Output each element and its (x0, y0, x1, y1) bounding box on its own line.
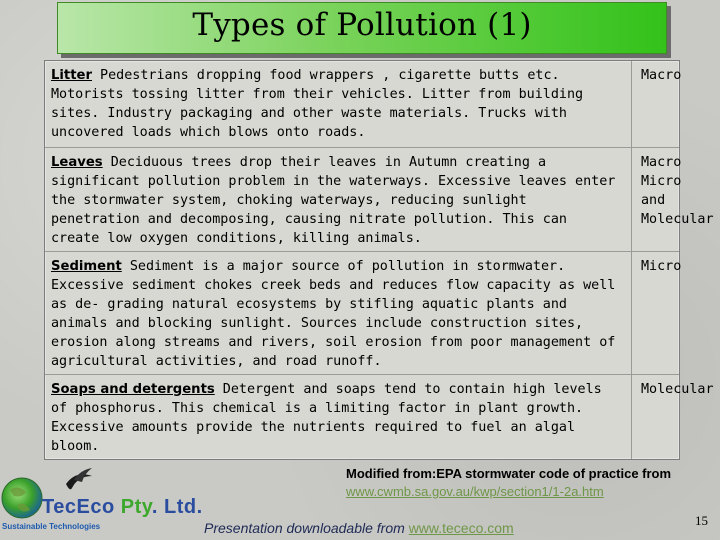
row-description (51, 66, 623, 142)
company-logo (0, 468, 203, 540)
table-row (45, 148, 714, 252)
row-text: Deciduous trees drop their leaves in Autumn creating a significant pollution problem in the waterways. Excessive leaves enter the stormwater system, choking waterways, reducing sunlight penetration and decomposing, causing nitrate pollution. This can create low oxygen conditions, killing animals. (51, 155, 616, 246)
row-category: Molecular (641, 382, 714, 397)
credit-text: Modified from:EPA stormwater code of practice from (346, 466, 672, 481)
table-row (45, 61, 682, 148)
column-divider (631, 375, 632, 459)
page-title: Types of Pollution (1) (192, 7, 532, 43)
row-category: Macro (641, 68, 682, 83)
download-link[interactable]: www.tececo.com (408, 520, 514, 536)
row-text: Sediment is a major source of pollution in stormwater. Excessive sediment chokes creek beds and reduces flow capacity as well as de- grading natural ecosystems by stifling aquatic plants and animals and blocking sunlight. Sources include construction sites, erosion along streams and rivers, soil erosion from poor management of agricultural activities, and road runoff. (51, 259, 616, 369)
download-text: Presentation downloadable from (204, 520, 409, 536)
table-row (45, 375, 714, 459)
row-text: Pedestrians dropping food wrappers , cigarette butts etc. Motorists tossing litter from their vehicles. Litter from building sites. Industry packaging and other waste materials. Trucks with uncovered loads which blows onto roads. (51, 68, 584, 140)
row-category: Micro (641, 259, 682, 274)
source-credit (346, 465, 706, 501)
logo-brand: TecEco Pty. Ltd. (42, 496, 203, 518)
column-divider (631, 61, 632, 147)
table-row (45, 252, 682, 375)
row-term: Litter (51, 68, 92, 83)
row-category: Macro Micro and Molecular (641, 155, 714, 227)
pollution-table (44, 60, 714, 460)
column-divider (631, 252, 632, 374)
column-divider (631, 148, 632, 251)
logo-tagline: Sustainable Technologies (2, 522, 101, 531)
download-note (204, 520, 514, 536)
row-text: Detergent and soaps tend to contain high levels of phosphorus. This chemical is a limiting factor in plant growth. Excessive amounts provide the nutrients required to fuel an algal bloom. (51, 382, 602, 454)
row-description (51, 153, 623, 248)
credit-link[interactable]: www.cwmb.sa.gov.au/kwp/section1/1-2a.htm (346, 484, 604, 499)
row-description (51, 257, 623, 371)
title-box (57, 2, 667, 54)
row-term: Sediment (51, 259, 122, 274)
row-term: Soaps and detergents (51, 382, 215, 397)
page-number: 15 (695, 513, 708, 528)
row-term: Leaves (51, 155, 103, 170)
row-description (51, 380, 623, 456)
